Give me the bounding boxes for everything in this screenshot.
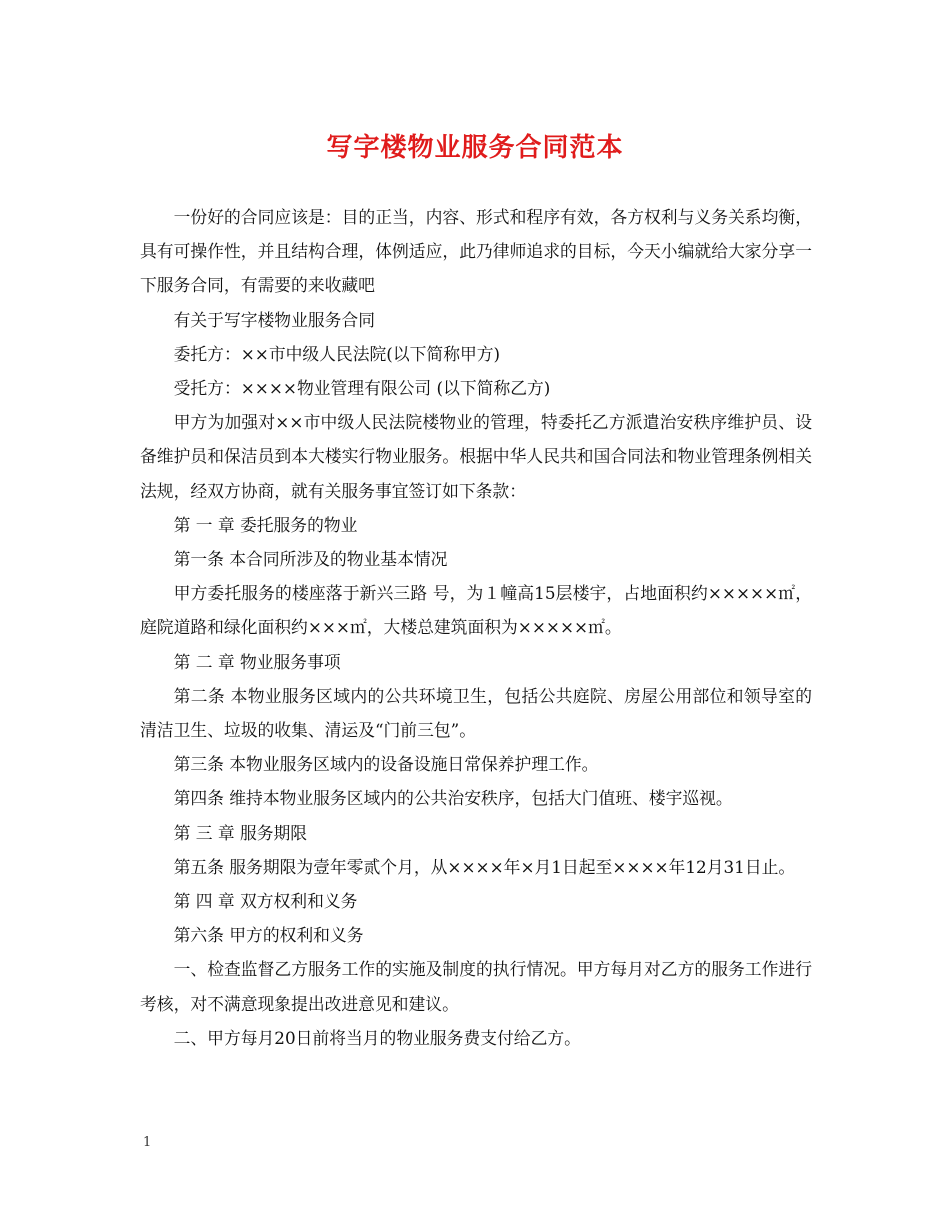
- paragraph: 有关于写字楼物业服务合同: [173, 309, 375, 330]
- paragraph: 委托方：××市中级人民法院(以下简称甲方): [173, 343, 501, 364]
- paragraph: 甲方委托服务的楼座落于新兴三路 号，为１幢高15层楼宇，占地面积约×××××㎡，庭院道路和绿化面积约×××㎡，大楼总建筑面积为×××××㎡。: [140, 583, 812, 638]
- paragraph: 二、甲方每月20日前将当月的物业服务费支付给乙方。: [173, 1027, 581, 1048]
- paragraph: 第四条 维持本物业服务区域内的公共治安秩序，包括大门值班、楼宇巡视。: [173, 788, 733, 809]
- paragraph: 第 一 章 委托服务的物业: [173, 514, 358, 535]
- paragraph: 第 四 章 双方权利和义务: [173, 891, 358, 912]
- paragraph: 第三条 本物业服务区域内的设备设施日常保养护理工作。: [173, 754, 599, 775]
- paragraph: 受托方：××××物业管理有限公司 (以下简称乙方): [173, 378, 551, 399]
- document-title: 写字楼物业服务合同范本: [326, 133, 624, 163]
- paragraph: 第五条 服务期限为壹年零贰个月，从××××年×月1日起至××××年12月31日止。: [173, 856, 796, 877]
- paragraph: 第 二 章 物业服务事项: [173, 651, 341, 672]
- paragraph: 第一条 本合同所涉及的物业基本情况: [173, 549, 448, 570]
- page-number: 1: [143, 1135, 152, 1150]
- paragraph: 第六条 甲方的权利和义务: [173, 925, 364, 946]
- paragraph: 一、检查监督乙方服务工作的实施及制度的执行情况。甲方每月对乙方的服务工作进行考核，对不满意现象提出改进意见和建议。: [140, 959, 812, 1014]
- document-body: [140, 200, 812, 1055]
- paragraph: 第二条 本物业服务区域内的公共环境卫生，包括公共庭院、房屋公用部位和领导室的清洁卫生、垃圾的收集、清运及“门前三包”。: [140, 685, 812, 741]
- paragraph: 一份好的合同应该是：目的正当，内容、形式和程序有效，各方权利与义务关系均衡，具有可操作性，并且结构合理，体例适应，此乃律师追求的目标，今天小编就给大家分享一下服务合同，有需要的来收藏吧: [140, 207, 812, 296]
- paragraph: 第 三 章 服务期限: [173, 822, 308, 843]
- paragraph: 甲方为加强对××市中级人民法院楼物业的管理，特委托乙方派遣治安秩序维护员、设备维护员和保洁员到本大楼实行物业服务。根据中华人民共和国合同法和物业管理条例相关法规，经双方协商，就有关服务事宜签订如下条款：: [140, 412, 812, 501]
